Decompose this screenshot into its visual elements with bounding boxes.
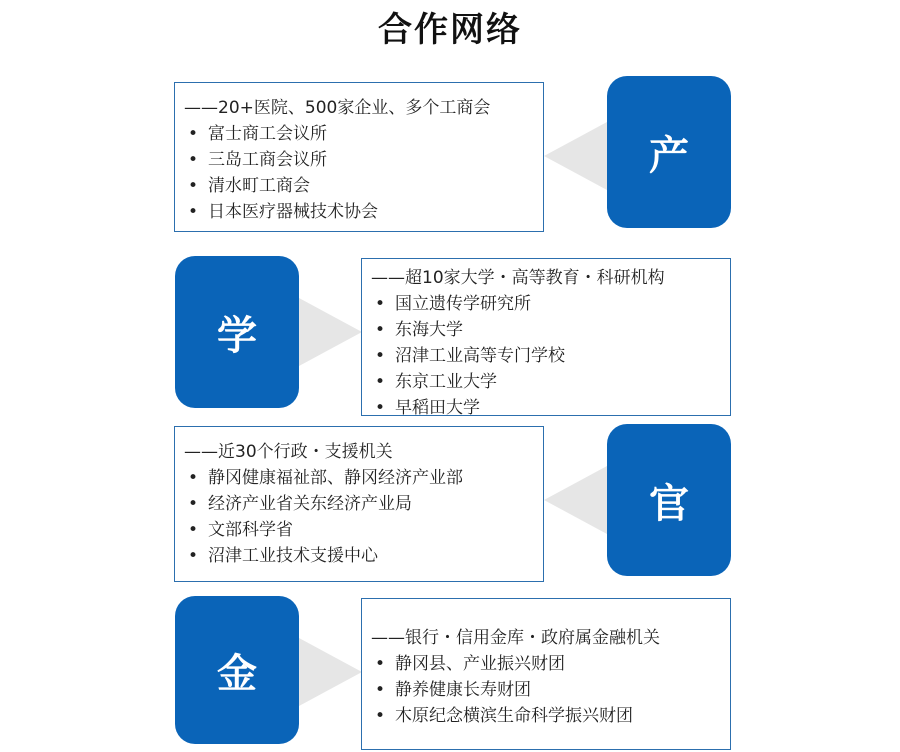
list-item: • 静冈健康福祉部、静冈经济产业部 (188, 468, 463, 488)
box-heading: ——20+医院、500家企业、多个工商会 (184, 98, 491, 118)
category-badge-finance: 金 (175, 596, 299, 744)
list-item: • 文部科学省 (188, 520, 293, 540)
item-list (371, 651, 730, 729)
page-title: 合作网络 (378, 10, 522, 50)
list-item: • 清水町工商会 (188, 176, 310, 196)
category-badge-government: 官 (607, 424, 731, 576)
list-item: • 静养健康长寿财团 (375, 680, 531, 700)
category-badge-academia: 学 (175, 256, 299, 408)
list-item: • 东海大学 (375, 320, 463, 340)
list-item: • 沼津工业技术支援中心 (188, 546, 378, 566)
list-item: • 经济产业省关东经济产业局 (188, 494, 412, 514)
list-item: • 静冈县、产业振兴财团 (375, 654, 565, 674)
network-row-industry (0, 76, 900, 236)
category-badge-industry: 产 (607, 76, 731, 228)
item-list (371, 291, 730, 421)
list-item: • 早稻田大学 (375, 398, 480, 418)
list-item: • 日本医疗器械技术协会 (188, 202, 378, 222)
box-heading: ——近30个行政・支援机关 (184, 442, 393, 462)
network-row-academia (0, 252, 900, 418)
info-box (361, 258, 731, 416)
list-item: • 富士商工会议所 (188, 124, 327, 144)
list-item: • 沼津工业高等专门学校 (375, 346, 565, 366)
list-item: • 东京工业大学 (375, 372, 497, 392)
network-row-government (0, 420, 900, 580)
item-list (184, 465, 543, 569)
list-item: • 国立遗传学研究所 (375, 294, 531, 314)
box-heading: ——超10家大学・高等教育・科研机构 (371, 268, 665, 288)
info-box (361, 598, 731, 750)
list-item: • 三岛工商会议所 (188, 150, 327, 170)
list-item: • 木原纪念横滨生命科学振兴财团 (375, 706, 633, 726)
item-list (184, 121, 543, 225)
info-box (174, 82, 544, 232)
info-box (174, 426, 544, 582)
box-heading: ——银行・信用金库・政府属金融机关 (371, 628, 660, 648)
network-row-finance (0, 592, 900, 752)
